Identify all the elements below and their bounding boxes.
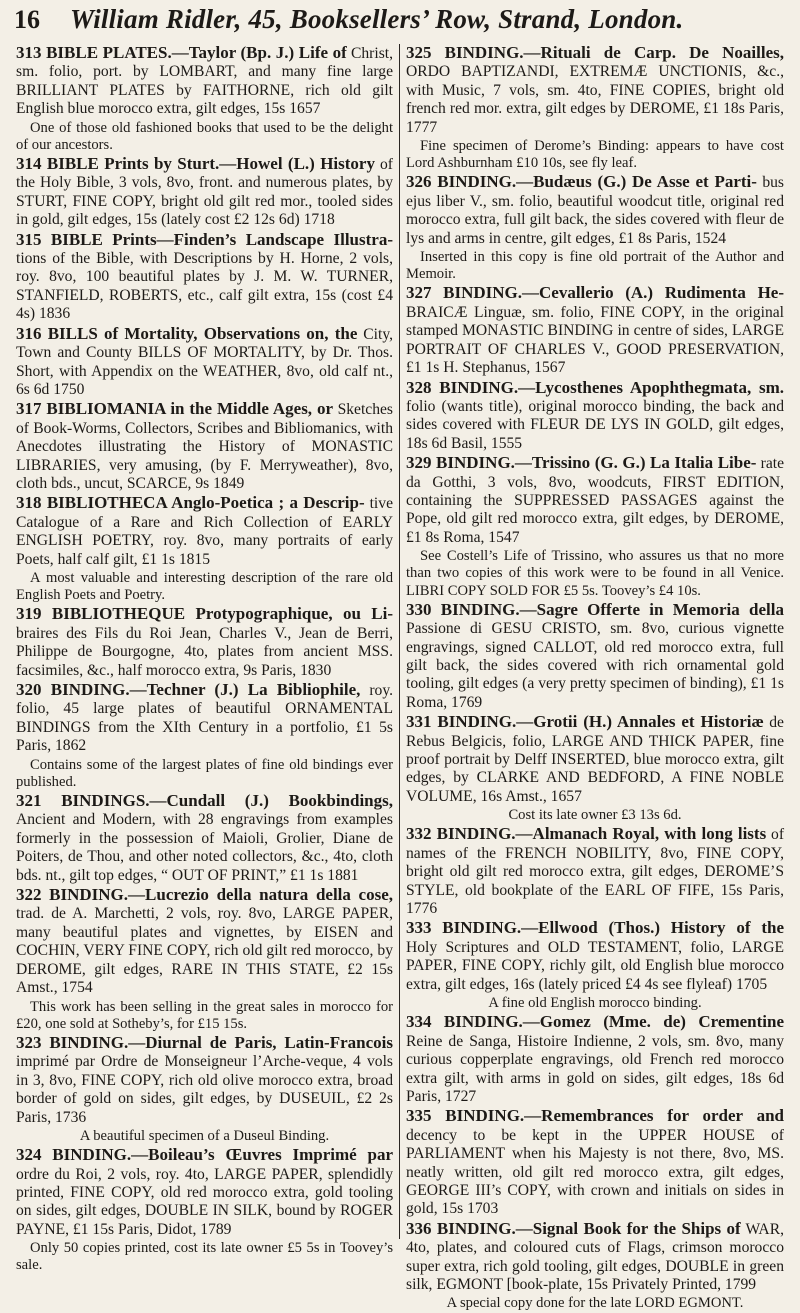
catalogue-entry <box>406 173 784 248</box>
lot-title: BINDING.—Ellwood (Thos.) History of the <box>431 918 784 938</box>
lot-description: roy. folio, 45 large plates of beautiful ORNAMENTAL BINDINGS from the XIth Century in a portfolio, £1 5s Paris, 1862 <box>16 682 393 755</box>
lot-title: BINDING.—Lycosthenes Apophthegmata, sm. <box>431 377 784 397</box>
lot-note: A fine old English morocco binding. <box>488 995 702 1012</box>
lot-note: A special copy done for the late LORD EGMONT. <box>446 1295 744 1312</box>
lot-note: Inserted in this copy is fine old portrait of the Author and Memoir. <box>406 249 784 283</box>
lot-title: BIBLE Prints—Finden’s Landscape Illustra- <box>41 229 393 249</box>
lot-note: Fine specimen of Derome’s Binding: appears to have cost Lord Ashburnham £10 10s, see fly leaf. <box>406 138 784 172</box>
lot-title: BINDING.—Diurnal de Paris, Latin-Francois <box>41 1032 393 1052</box>
lot-description: Reine de Sanga, Histoire Indienne, 2 vols, sm. 8vo, many curious copperplate engravings, old French red morocco extra gilt, with arms in gold on sides, gilt edges, 18s 6d Paris, 1727 <box>406 1032 784 1105</box>
lot-title: BINDING.—Remembrances for order and <box>431 1106 784 1126</box>
lot-number: 332 <box>406 824 432 844</box>
lot-title: BINDING.—Almanach Royal, with long lists <box>431 824 767 844</box>
lot-number: 319 <box>16 604 42 624</box>
lot-title: BIBLE PLATES.—Taylor (Bp. J.) Life of <box>41 43 347 62</box>
catalogue-entry <box>16 44 393 119</box>
catalogue-entry <box>406 454 784 547</box>
lot-description: City, Town and County BILLS OF MORTALITY, by Dr. Thos. Short, with Appendix on the WEATHER, 8vo, old calf nt., 6s 6d 1750 <box>16 325 393 398</box>
lot-note: A most valuable and interesting description of the rare old English Poets and Poetry. <box>16 569 393 604</box>
lot-title: BINDING.—Signal Book for the Ships of <box>431 1218 741 1238</box>
lot-description: rate da Gotthi, 3 vols, 8vo, woodcuts, FIRST EDITION, containing the SUPPRESSED PASSAGES against the Pope, old gilt red morocco extra, gilt edges, by DEROME, £1 8s Roma, 1547 <box>406 455 784 546</box>
lot-number: 327 <box>406 283 432 303</box>
lot-title: BINDING.—Rituali de Carp. De Noailles, <box>431 43 784 62</box>
catalogue-entry <box>406 713 784 806</box>
lot-title: BINDING.—Budæus (G.) De Asse et Parti- <box>431 172 757 192</box>
lot-title: BILLS of Mortality, Observations on, the <box>41 323 358 343</box>
catalogue-entry <box>406 284 784 377</box>
lot-title: BIBLIOTHECA Anglo-Poetica ; a Descrip- <box>41 493 365 513</box>
lot-note: A beautiful specimen of a Duseul Binding. <box>79 1127 330 1144</box>
lot-number: 334 <box>406 1012 432 1032</box>
lot-number: 324 <box>16 1145 42 1165</box>
lot-note: This work has been selling in the great sales in morocco for £20, one sold at Sotheby’s, for £15 15s. <box>16 998 393 1032</box>
lot-note: Contains some of the largest plates of fine old bindings ever published. <box>16 756 393 790</box>
lot-description: of names of the FRENCH NOBILITY, 8vo, FINE COPY, bright old gilt red morocco extra, gilt edges, DEROME’S STYLE, old bookplate of the EARL OF FIFE, 15s Paris, 1776 <box>406 826 785 918</box>
lot-number: 326 <box>406 172 432 192</box>
lot-number: 320 <box>16 680 42 699</box>
lot-title: BINDING.—Lucrezio della natura della cose, <box>41 885 393 905</box>
catalogue-entry <box>406 44 784 137</box>
lot-title: BINDING.—Sagre Offerte in Memoria della <box>431 599 784 619</box>
lot-number: 313 <box>16 43 42 62</box>
lot-title: BINDING.—Gomez (Mme. de) Crementine <box>431 1012 784 1032</box>
catalogue-entry <box>406 919 784 994</box>
lot-number: 321 <box>16 791 42 811</box>
catalogue-entry <box>16 792 393 885</box>
lot-number: 316 <box>16 323 42 343</box>
lot-description: Passione di GESU CRISTO, sm. 8vo, curious vignette engravings, signed CALLOT, old red morocco extra, full gilt back, the sides covered with rich ornamental gold tooling, gilt edges (a very pretty specimen of binding), £1 1s Roma, 1769 <box>406 620 784 711</box>
page-number: 16 <box>14 5 40 34</box>
lot-description: WAR, 4to, plates, and coloured cuts of Flags, crimson morocco super extra, rich gold tooling, gilt edges, DOUBLE in green silk, EGMONT [book-plate, 15s Privately Printed, 1799 <box>406 1220 784 1293</box>
catalogue-entry <box>16 155 393 230</box>
lot-description: BRAICÆ Linguæ, sm. folio, FINE COPY, in the original stamped MONASTIC BINDING in centre of sides, LARGE PORTRAIT OF CHARLES V., GOOD PRESERVATION, £1 1s H. Stephanus, 1567 <box>406 303 784 377</box>
catalogue-entry <box>16 400 393 493</box>
lot-number: 323 <box>16 1032 42 1052</box>
lot-note: Cost its late owner £3 13s 6d. <box>508 807 682 824</box>
lot-number: 322 <box>16 885 42 905</box>
catalogue-entry <box>16 231 393 324</box>
lot-description: tions of the Bible, with Descriptions by H. Horne, 2 vols, roy. 8vo, 100 beautiful plates by J. M. W. TURNER, STANFIELD, ROBERTS, etc., calf gilt extra, 15s (cost £4 4s) 1836 <box>16 250 393 323</box>
catalogue-entry <box>16 681 393 756</box>
lot-description: Holy Scriptures and OLD TESTAMENT, folio, LARGE PAPER, FINE COPY, richly gilt, old English blue morocco extra, gilt edges, 16s (lately priced £4 4s see flyleaf) 1705 <box>406 938 784 993</box>
catalogue-entry <box>16 1034 393 1127</box>
catalogue-entry <box>16 494 393 569</box>
lot-description: of the Holy Bible, 3 vols, 8vo, front. and numerous plates, by STURT, FINE COPY, bright old gilt red mor., tooled sides in gold, gilt edges, 15s (lately cost £2 12s 6d) 1718 <box>16 156 393 229</box>
right-column <box>400 43 790 1312</box>
catalogue-entry <box>406 825 784 918</box>
lot-title: BIBLIOMANIA in the Middle Ages, or <box>41 399 334 419</box>
lot-number: 325 <box>406 43 432 62</box>
lot-title: BINDING.—Cevallerio (A.) Rudimenta He- <box>431 283 784 303</box>
lot-title: BINDINGS.—Cundall (J.) Bookbindings, <box>41 791 393 811</box>
lot-title: BIBLE Prints by Sturt.—Howel (L.) History <box>41 154 375 174</box>
lot-description: braires des Fils du Roi Jean, Charles V., Jean de Berri, Philippe de Bourgogne, 4to, plates from ancient MSS. facsimiles, &c., half morocco extra, 9s Paris, 1830 <box>16 624 393 679</box>
lot-number: 330 <box>406 599 432 619</box>
page-header <box>10 4 790 44</box>
lot-note: One of those old fashioned books that used to be the delight of our ancestors. <box>16 119 393 153</box>
catalogue-entry <box>406 1013 784 1106</box>
lot-description: de Rebus Belgicis, folio, LARGE AND THICK PAPER, fine proof portrait by Delff INSERTED, blue morocco extra, gilt edges, by CLARKE AND BEDFORD, A FINE NOBLE VOLUME, 16s Amst., 1657 <box>406 714 784 805</box>
lot-number: 315 <box>16 229 42 249</box>
lot-description: tive Catalogue of a Rare and Rich Collection of EARLY ENGLISH POETRY, roy. 8vo, many portraits of early Poets, half calf gilt, £1 1s 1815 <box>16 495 393 568</box>
lot-number: 318 <box>16 493 42 513</box>
lot-description: Christ, sm. folio, port. by LOMBART, and many fine large BRILLIANT PLATES by FAITHORNE, rich old gilt English blue morocco extra, gilt edges, 15s 1657 <box>16 45 393 118</box>
lot-number: 329 <box>406 453 432 473</box>
lot-description: Ancient and Modern, with 28 engravings from examples formerly in the possession of Maioli, Grolier, Diane de Poiters, de Thou, and other noted collectors, &c., 4to, cloth bds. nt., gilt top edges, “ OUT OF PRINT,” £1 1s 1881 <box>16 811 393 884</box>
lot-number: 331 <box>406 712 432 732</box>
left-column <box>10 43 400 1274</box>
lot-note: Only 50 copies printed, cost its late owner £5 5s in Toovey’s sale. <box>16 1240 393 1274</box>
lot-note: See Costell’s Life of Trissino, who assures us that no more than two copies of this work were to be found in all Venice. LIBRI COPY SOLD FOR £5 5s. Toovey’s £4 10s. <box>406 548 784 599</box>
lot-description: bus ejus liber V., sm. folio, beautiful woodcut title, original red morocco extra, full gilt back, the sides covered with fleur de lys and arms in centre, gilt edges, £1 8s Paris, 1524 <box>406 174 785 247</box>
lot-title: BINDING.—Techner (J.) La Bibliophile, <box>41 680 361 699</box>
catalogue-entry <box>16 886 393 997</box>
catalogue-entry <box>406 1220 784 1295</box>
catalogue-entry <box>16 325 393 400</box>
lot-description: imprimé par Ordre de Monseigneur l’Arche-veque, 4 vols in 3, 8vo, FINE COPY, rich old olive morocco extra, broad border of gold on sides, gilt edges, by DUSEUIL, £2 2s Paris, 1736 <box>16 1053 393 1126</box>
lot-description: ordre du Roi, 2 vols, roy. 4to, LARGE PAPER, splendidly printed, FINE COPY, old red morocco extra, gold tooling on sides, gilt edges, DOUBLE IN SILK, bound by ROGER PAYNE, £1 15s Paris, Didot, 1789 <box>16 1165 393 1238</box>
lot-number: 317 <box>16 399 42 419</box>
lot-description: decency to be kept in the UPPER HOUSE of PARLIAMENT when his Majesty is not there, 8vo, MS. neatly written, old gilt red morocco extra, gilt edges, GEORGE III’s COPY, with crown and initials on sides in gold, 15s 1703 <box>406 1126 784 1218</box>
lot-title: BINDING.—Grotii (H.) Annales et Historiæ <box>431 712 764 732</box>
lot-description: Sketches of Book-Worms, Collectors, Scribes and Bibliomanics, with Anecdotes illustrating the History of MONASTIC LIBRARIES, very amusing, (by F. Merryweather), 8vo, cloth bds., uncut, SCARCE, 9s 1849 <box>16 401 393 492</box>
catalogue-entry <box>406 1107 784 1218</box>
running-head: William Ridler, 45, Booksellers’ Row, Strand, London. <box>70 4 684 34</box>
catalogue-entry <box>406 601 784 712</box>
lot-title: BINDING.—Trissino (G. G.) La Italia Libe- <box>431 453 757 473</box>
lot-number: 336 <box>406 1218 432 1238</box>
lot-title: BINDING.—Boileau’s Œuvres Imprimé par <box>41 1145 393 1165</box>
lot-description: ORDO BAPTIZANDI, EXTREMÆ UNCTIONIS, &c., with Music, 7 vols, sm. 4to, FINE COPIES, bright old french red mor. extra, gilt edges by DEROME, £1 18s Paris, 1777 <box>406 63 784 136</box>
lot-description: folio (wants title), original morocco binding, the back and sides covered with FLEUR DE LYS IN GOLD, gilt edges, 18s 6d Basil, 1555 <box>406 397 784 452</box>
lot-title: BIBLIOTHEQUE Protypographique, ou Li- <box>41 604 393 624</box>
lot-description: trad. de A. Marchetti, 2 vols, roy. 8vo, LARGE PAPER, many beautiful plates and vignettes, by EISEN and COCHIN, VERY FINE COPY, rich old gilt red morocco, by DEROME, gilt edges, RARE IN THIS STATE, £2 15s Amst., 1754 <box>16 905 393 997</box>
lot-number: 314 <box>16 154 42 174</box>
catalogue-columns <box>10 43 790 1312</box>
lot-number: 333 <box>406 918 432 938</box>
lot-number: 328 <box>406 377 432 397</box>
catalogue-entry <box>16 605 393 680</box>
catalogue-entry <box>16 1146 393 1239</box>
catalogue-entry <box>406 379 784 454</box>
lot-number: 335 <box>406 1106 432 1126</box>
